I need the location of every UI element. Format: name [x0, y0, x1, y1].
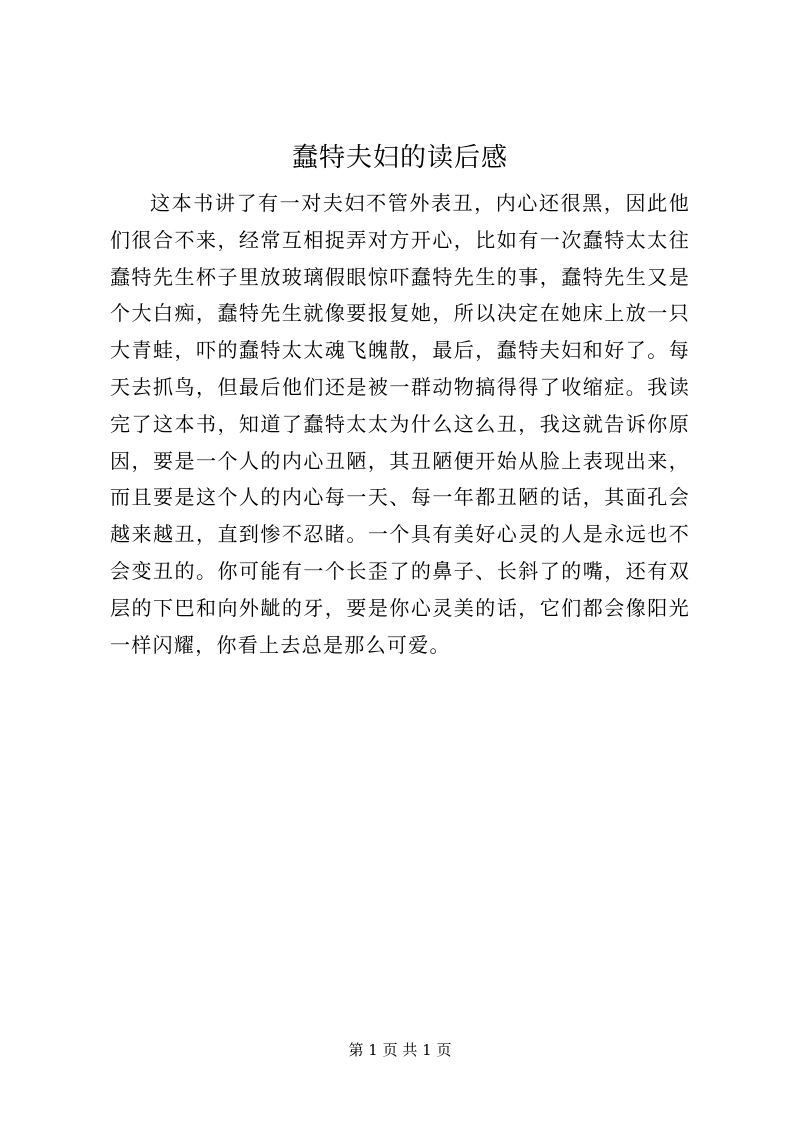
document-title: 蠢特夫妇的读后感: [291, 143, 508, 173]
page-number-footer: 第 1 页 共 1 页: [348, 1041, 452, 1059]
document-body-paragraph: 这本书讲了有一对夫妇不管外表丑，内心还很黑，因此他们很合不来，经常互相捉弄对方开心，比如有一次蠢特太太往蠢特先生杯子里放玻璃假眼惊吓蠢特先生的事，蠢特先生又是个大白痴，蠢特先生就像要报复她，所以决定在她床上放一只大青蛙，吓的蠢特太太魂飞魄散，最后，蠢特夫妇和好了。每天去抓鸟，但最后他们还是被一群动物搞得得了收缩症。我读完了这本书，知道了蠢特太太为什么这么丑，我这就告诉你原因，要是一个人的内心丑陋，其丑陋便开始从脸上表现出来，而且要是这个人的内心每一天、每一年都丑陋的话，其面孔会越来越丑，直到惨不忍睹。一个具有美好心灵的人是永远也不会变丑的。你可能有一个长歪了的鼻子、长斜了的嘴，还有双层的下巴和向外龇的牙，要是你心灵美的话，它们都会像阳光一样闪耀，你看上去总是那么可爱。: [110, 191, 690, 657]
